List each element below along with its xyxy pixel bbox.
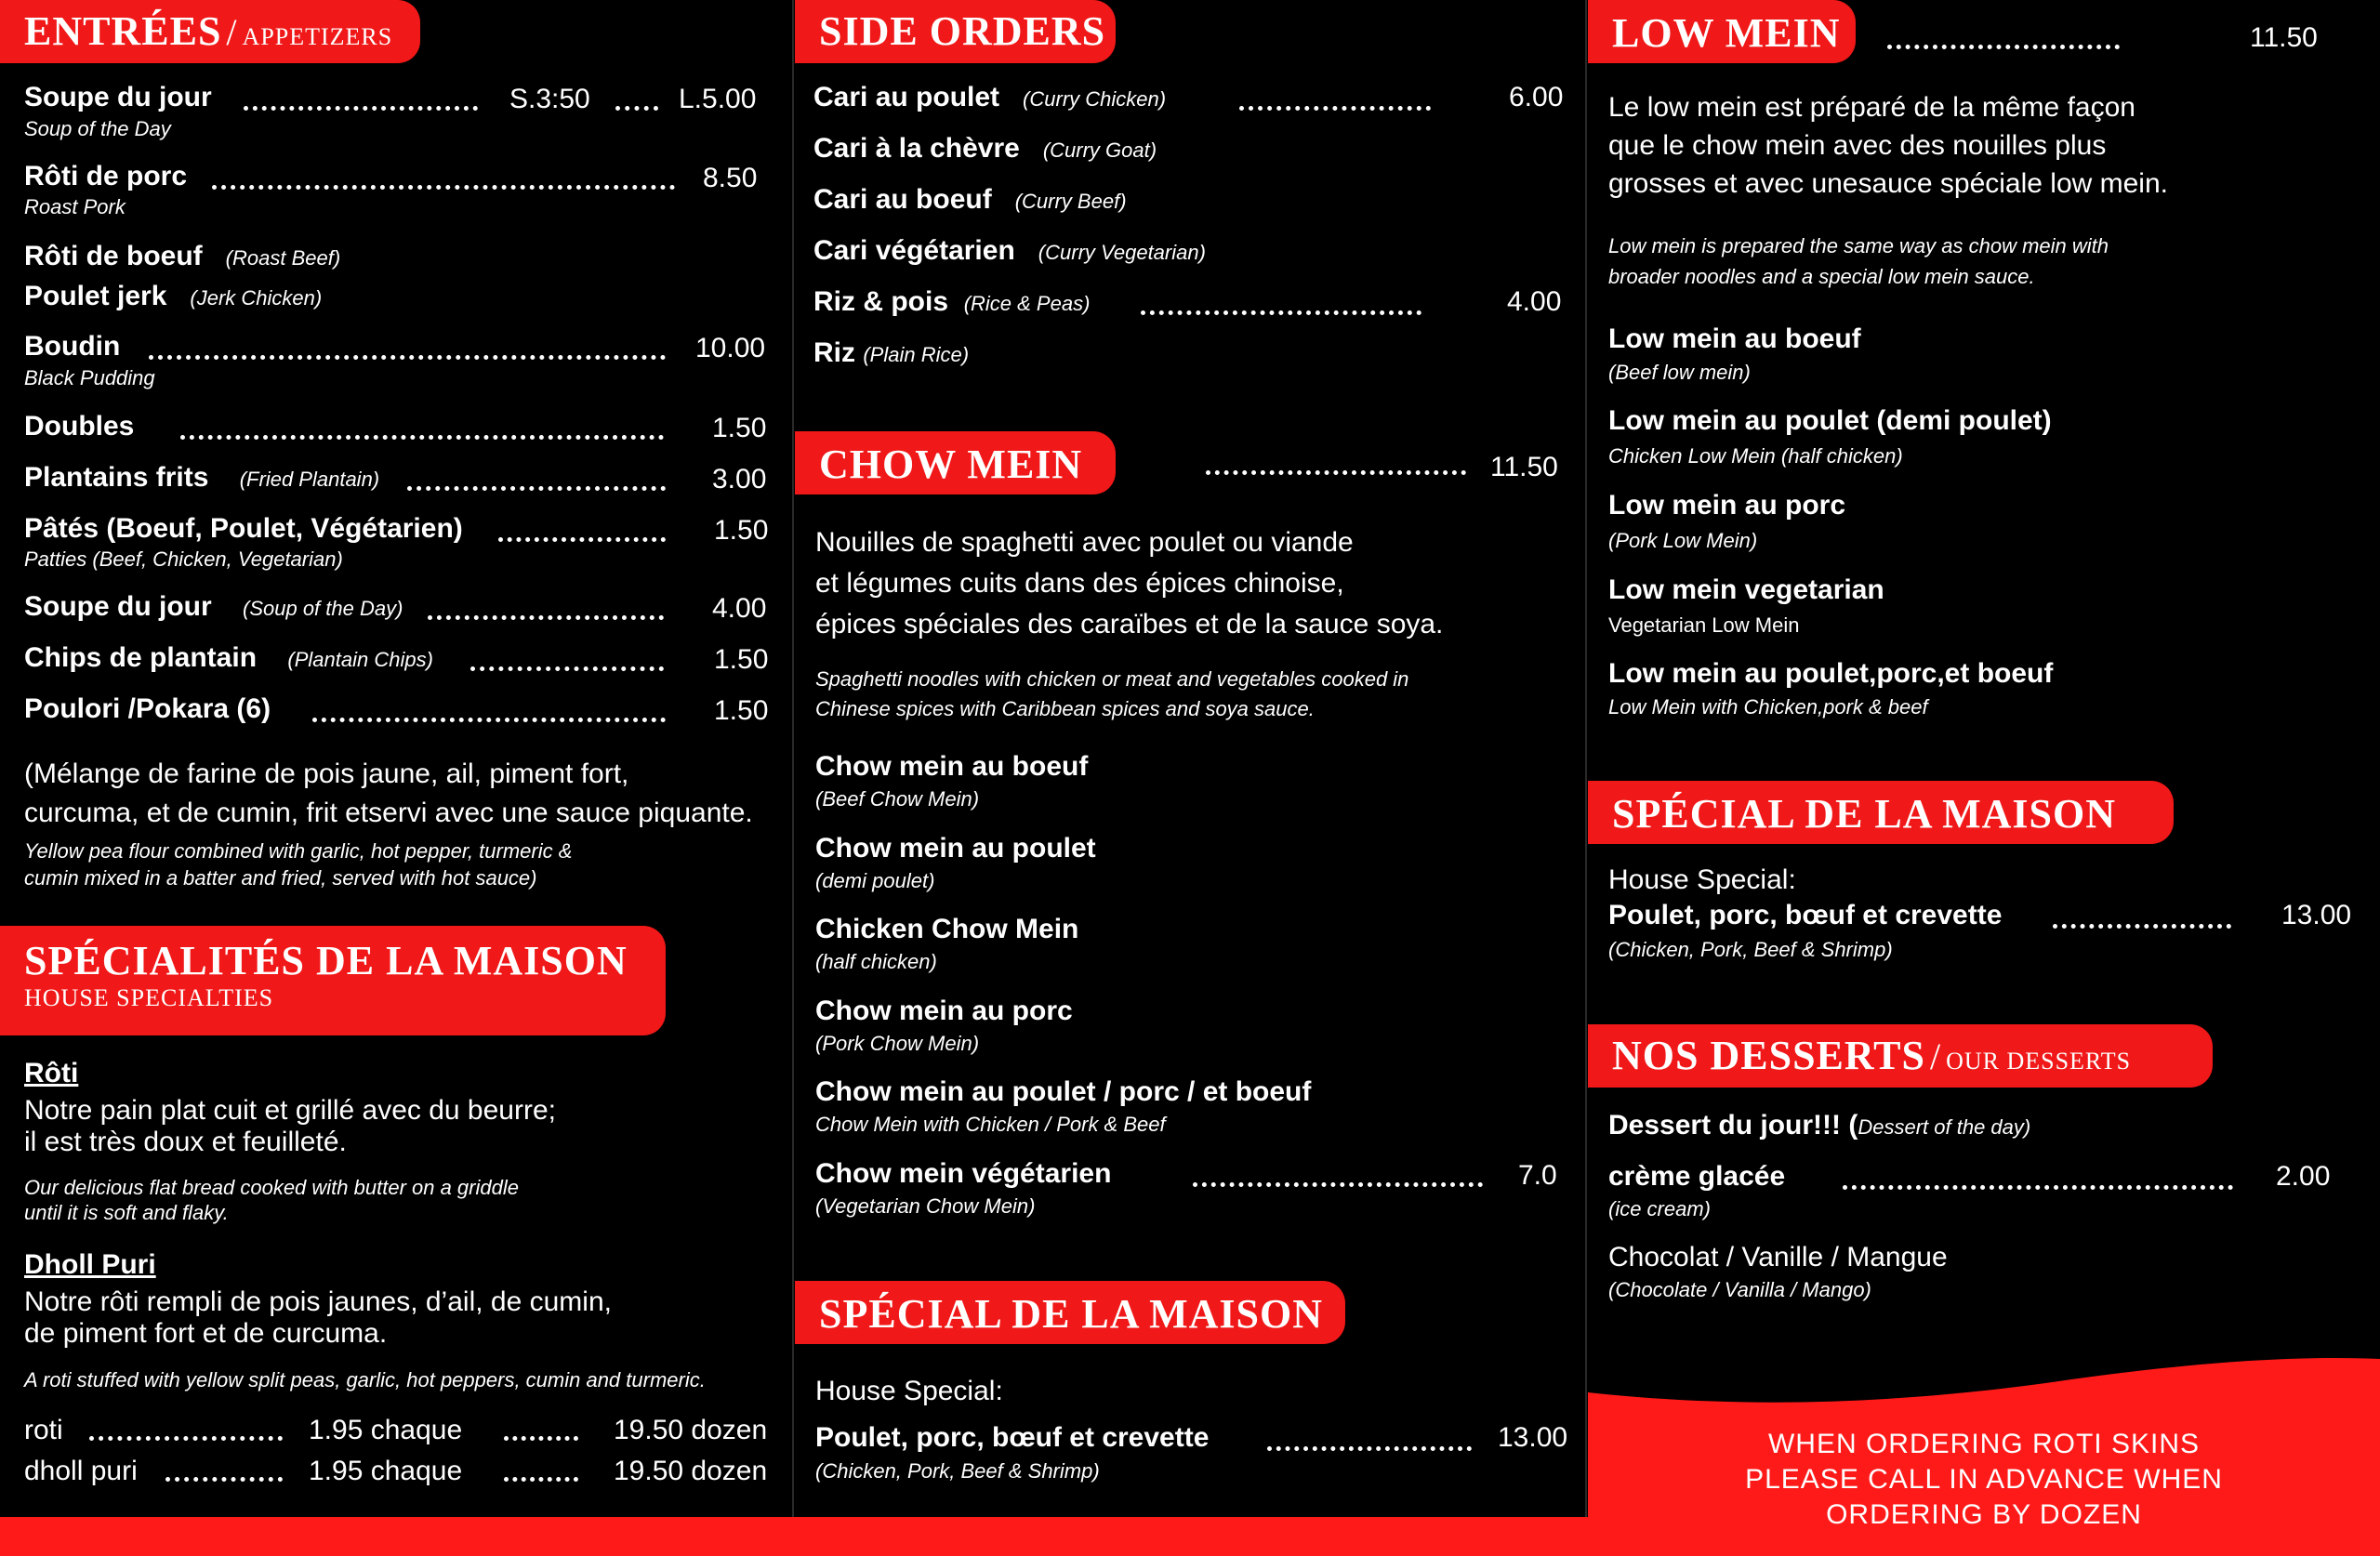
menu-item-price: 1.50 (714, 515, 769, 546)
dessert-flavours-subtitle: (Chocolate / Vanilla / Mango) (1608, 1278, 1871, 1301)
menu-item-subtitle: (demi poulet) (815, 869, 935, 892)
dessert-of-the-day: Dessert du jour!!! (Dessert of the day) (1608, 1110, 2031, 1141)
roti-order-notice: WHEN ORDERING ROTI SKINS PLEASE CALL IN ADVANCE WHEN ORDERING BY DOZEN (1745, 1429, 2223, 1530)
dholl-puri-heading: Dholl Puri (24, 1249, 156, 1280)
entrees-slash: / (226, 11, 238, 53)
dot-leader (504, 1427, 578, 1441)
menu-item-price: 3.00 (712, 464, 767, 494)
dot-leader (180, 426, 664, 440)
menu-item-name: crème glacée (1608, 1161, 1786, 1192)
menu-item-name: Pâtés (Boeuf, Poulet, Végétarien) (24, 513, 463, 544)
dholl-puri-description-en: A roti stuffed with yellow split peas, garlic, hot peppers, cumin and turmeric. (24, 1368, 706, 1391)
dot-leader (165, 1468, 283, 1482)
menu-item-name: Chicken Chow Mein (815, 914, 1079, 944)
chow-mein-title: CHOW MEIN (819, 442, 1083, 487)
dot-leader (498, 528, 666, 542)
desserts-banner (1588, 1024, 2213, 1088)
specialites-title: SPÉCIALITÉS DE LA MAISON (24, 938, 628, 983)
roti-heading: Rôti (24, 1058, 79, 1088)
side-orders-banner (795, 0, 1116, 63)
dot-leader (1193, 1173, 1483, 1187)
low-mein-column (1588, 0, 2380, 1556)
menu-item-name: Cari à la chèvre (Curry Goat) (813, 133, 1157, 164)
menu-item-subtitle: Low Mein with Chicken,pork & beef (1608, 695, 1928, 719)
dot-leader (1887, 35, 2120, 49)
dot-leader (212, 176, 675, 190)
dot-leader (2053, 915, 2231, 929)
special-maison-title: SPÉCIAL DE LA MAISON (819, 1291, 1324, 1337)
poulori-description-fr: (Mélange de farine de pois jaune, ail, piment fort, curcuma, et de cumin, frit etservi avec une sauce piquante. (24, 758, 753, 828)
dot-leader (504, 1468, 578, 1482)
entrees-banner (0, 0, 420, 63)
menu-item-name: Cari au boeuf (Curry Beef) (813, 184, 1127, 215)
price-row-name: roti (24, 1415, 63, 1445)
column-divider (1585, 0, 1587, 1556)
desserts-slash: / (1929, 1035, 1942, 1077)
house-special-subtitle: (Chicken, Pork, Beef & Shrimp) (1608, 938, 1893, 961)
menu-item-name: Low mein au poulet (demi poulet) (1608, 405, 2052, 436)
poulori-description-en: Yellow pea flour combined with garlic, hot pepper, turmeric & cumin mixed in a batter and fried, served with hot sauce) (24, 839, 573, 890)
menu-item-subtitle: Patties (Beef, Chicken, Vegetarian) (24, 547, 343, 571)
desserts-title: NOS DESSERTS (1612, 1033, 1925, 1078)
column-divider (792, 0, 794, 1556)
low-mein-description-en: Low mein is prepared the same way as chow mein with broader noodles and a special low mein sauce. (1608, 234, 2109, 288)
side-orders-title: SIDE ORDERS (819, 8, 1106, 54)
bottom-red-bar (0, 1517, 1588, 1556)
menu-item-subtitle: Black Pudding (24, 366, 155, 389)
low-mein-title: LOW MEIN (1612, 10, 1841, 56)
dot-leader (1239, 97, 1431, 111)
menu-item-price: L.5.00 (679, 84, 757, 114)
menu-item-name: Plantains frits (Fried Plantain) (24, 462, 380, 493)
menu-item-price: 6.00 (1509, 82, 1564, 112)
price-row-dozen: 19.50 dozen (614, 1456, 768, 1486)
house-special-label: House Special: (815, 1376, 1003, 1406)
low-mein-banner (1588, 0, 1856, 63)
dot-leader (615, 97, 658, 111)
price-row-each: 1.95 chaque (309, 1415, 463, 1445)
menu-item-name: Doubles (24, 411, 135, 442)
menu-item-name: Poulori /Pokara (6) (24, 693, 271, 724)
menu-item-price: 1.50 (714, 695, 769, 726)
specialites-subtitle: HOUSE SPECIALTIES (24, 984, 274, 1011)
low-mein-price: 11.50 (2250, 22, 2318, 53)
appetizers-column (0, 0, 792, 1556)
dot-leader (89, 1427, 283, 1441)
menu-item-name: Poulet jerk (Jerk Chicken) (24, 281, 323, 311)
menu-item-name: Rôti de porc (24, 161, 188, 191)
price-row-dozen: 19.50 dozen (614, 1415, 768, 1445)
menu-item-subtitle: (Vegetarian Chow Mein) (815, 1194, 1036, 1218)
house-special-item: Poulet, porc, bœuf et crevette (815, 1422, 1210, 1453)
dot-leader (149, 346, 666, 360)
house-special-label: House Special: (1608, 864, 1796, 895)
menu-item-price: S.3:50 (509, 84, 590, 114)
low-mein-description-fr: Le low mein est préparé de la même façon que le chow mein avec des nouilles plus grosses et avec unesauce spéciale low mein. (1608, 92, 2168, 199)
menu-item-subtitle: Roast Pork (24, 195, 126, 218)
dot-leader (1141, 301, 1421, 315)
dot-leader (312, 708, 666, 722)
dessert-flavours: Chocolat / Vanille / Mangue (1608, 1242, 1948, 1272)
menu-item-price: 1.50 (714, 644, 769, 675)
menu-item-name: Low mein au porc (1608, 490, 1846, 521)
menu-item-price: 7.0 (1518, 1160, 1557, 1191)
desserts-subtitle: OUR DESSERTS (1946, 1048, 2132, 1075)
entrees-subtitle: APPETIZERS (242, 23, 393, 50)
menu-item-subtitle: (Pork Low Mein) (1608, 529, 1758, 552)
menu-item-name: Riz (Plain Rice) (813, 337, 970, 368)
dot-leader (1843, 1176, 2233, 1190)
house-special-price: 13.00 (2281, 900, 2352, 930)
menu-item-name: Chow mein au poulet (815, 833, 1096, 864)
dot-leader (1267, 1437, 1472, 1451)
entrees-title: ENTRÉES (24, 8, 222, 54)
menu-item-name: Cari végétarien (Curry Vegetarian) (813, 235, 1206, 266)
menu-item-name: Chips de plantain (Plantain Chips) (24, 642, 433, 673)
menu-item-name: Chow mein au boeuf (815, 751, 1089, 782)
menu-item-name: Chow mein végétarien (815, 1158, 1112, 1189)
dholl-puri-description-fr: Notre rôti rempli de pois jaunes, d’ail, de cumin, de piment fort et de curcuma. (24, 1286, 612, 1349)
menu-item-name: Rôti de boeuf (Roast Beef) (24, 241, 341, 271)
menu-item-name: Chow mein au porc (815, 996, 1073, 1026)
house-special-price: 13.00 (1498, 1422, 1568, 1453)
dot-leader (244, 97, 478, 111)
menu-item-subtitle: Soup of the Day (24, 117, 171, 140)
menu-item-subtitle: (Beef Chow Mein) (815, 787, 980, 811)
price-row-name: dholl puri (24, 1456, 138, 1486)
specialites-banner (0, 926, 666, 1035)
menu-item-name: Chow mein au poulet / porc / et boeuf (815, 1076, 1312, 1107)
price-row-each: 1.95 chaque (309, 1456, 463, 1486)
menu-item-name: Boudin (24, 331, 121, 362)
chow-mein-description-en: Spaghetti noodles with chicken or meat and vegetables cooked in Chinese spices with Caribbean spices and soya sauce. (815, 667, 1409, 720)
menu-item-price: 10.00 (695, 333, 766, 363)
menu-item-subtitle: Chow Mein with Chicken / Pork & Beef (815, 1113, 1166, 1136)
house-special-item: Poulet, porc, bœuf et crevette (1608, 900, 2003, 930)
dot-leader (407, 477, 666, 491)
special-maison-banner (795, 1281, 1345, 1344)
menu-item-subtitle: (Beef low mein) (1608, 361, 1751, 384)
menu-item-name: Low mein au boeuf (1608, 323, 1861, 354)
roti-description-en: Our delicious flat bread cooked with butter on a griddle until it is soft and flaky. (24, 1176, 519, 1224)
menu-item-price: 2.00 (2276, 1161, 2331, 1192)
chow-mein-banner (795, 431, 1116, 494)
menu-item-price: 1.50 (712, 413, 767, 443)
menu-item-subtitle: (ice cream) (1608, 1197, 1712, 1220)
menu-item-name: Soupe du jour (24, 82, 212, 112)
menu-item-subtitle: (half chicken) (815, 950, 937, 973)
dot-leader (470, 657, 664, 671)
menu-item-subtitle: (Pork Chow Mein) (815, 1032, 980, 1055)
menu-item-name: Low mein vegetarian (1608, 574, 1884, 605)
house-special-subtitle: (Chicken, Pork, Beef & Shrimp) (815, 1459, 1100, 1483)
menu-item-name: Low mein au poulet,porc,et boeuf (1608, 658, 2054, 689)
dot-leader (1206, 461, 1466, 475)
menu-item-price: 8.50 (703, 163, 758, 193)
menu-item-name: Cari au poulet (Curry Chicken) (813, 82, 1167, 112)
dot-leader (428, 606, 664, 620)
special-maison-banner (1588, 781, 2174, 844)
special-maison-title: SPÉCIAL DE LA MAISON (1612, 791, 2117, 837)
menu-item-name: Soupe du jour (Soup of the Day) (24, 591, 403, 622)
menu-item-subtitle: Vegetarian Low Mein (1608, 613, 1800, 637)
menu-item-subtitle: Chicken Low Mein (half chicken) (1608, 444, 1903, 468)
menu-item-price: 4.00 (1507, 286, 1562, 317)
chow-mein-description-fr: Nouilles de spaghetti avec poulet ou viande et légumes cuits dans des épices chinoise, épices spéciales des caraïbes et de la sauce soya. (815, 527, 1444, 640)
roti-description-fr: Notre pain plat cuit et grillé avec du beurre; il est très doux et feuilleté. (24, 1095, 556, 1157)
menu-item-price: 4.00 (712, 593, 767, 624)
chow-mein-price: 11.50 (1490, 452, 1558, 482)
side-orders-column (795, 0, 1585, 1556)
menu-item-name: Riz & pois (Rice & Peas) (813, 286, 1091, 317)
